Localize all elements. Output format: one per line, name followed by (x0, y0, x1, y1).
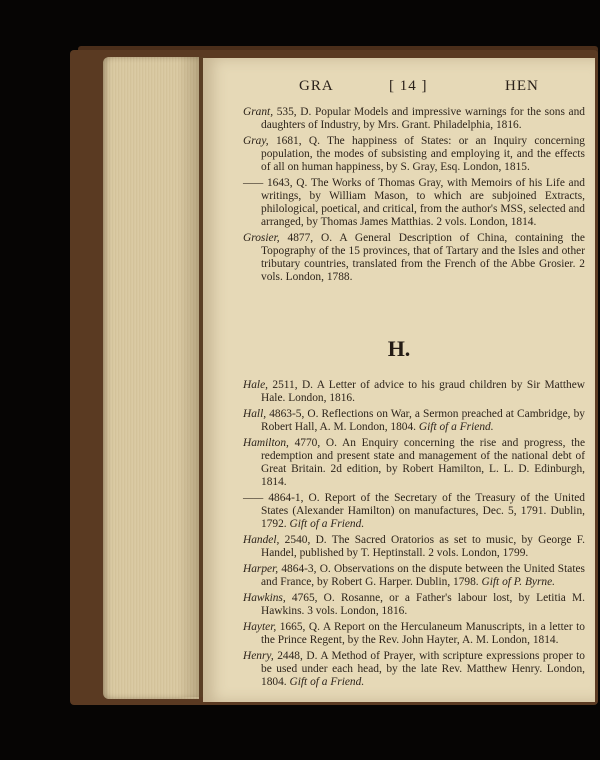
catalog-entry: Henry, 2448, D. A Method of Prayer, with scripture expressions proper to be used under each head, by the late Rev. Matthew Henry. London, 1804. Gift of a Friend. (243, 650, 586, 688)
catalog-entry: Hamilton, 4770, O. An Enquiry concerning the rise and progress, the redemption and present state and management of the national debt of Great Britain. 2d edition, by Robert Hamilton, L. L. D. Edinburgh, 1814. (243, 437, 586, 488)
catalog-entry: Handel, 2540, D. The Sacred Oratorios as set to music, by George F. Handel, published by T. Heptinstall. 2 vols. London, 1799. (243, 534, 585, 559)
running-head-left: GRA (299, 78, 334, 94)
page-number: [ 14 ] (389, 78, 428, 94)
catalog-entry: Harper, 4864-3, O. Observations on the dispute between the United States and France, by Robert G. Harper. Dublin, 1798. Gift of P. Byrne. (243, 563, 585, 588)
catalog-entry: Grosier, 4877, O. A General Description of China, containing the Topography of the 15 provinces, that of Tartary and the Isles and other tributary countries, translated from the French of the Abbe Grosier. 2 vols. London, 1788. (243, 232, 585, 283)
catalog-entry: —— 4864-1, O. Report of the Secretary of the Treasury of the United States (Alexander Hamilton) on manufactures, Dec. 5, 1791. Dublin, 1792. Gift of a Friend. (243, 492, 585, 530)
entries-g (243, 106, 585, 287)
catalog-entry: Hall, 4863-5, O. Reflections on War, a Sermon preached at Cambridge, by Robert Hall, A. M. London, 1804. Gift of a Friend. (243, 408, 585, 433)
book-page (203, 58, 595, 702)
catalog-entry: Gray, 1681, Q. The happiness of States: or an Inquiry concerning population, the modes of subsisting and employing it, and the effects of all on human happiness, by S. Gray, Esq. London, 1815. (243, 135, 585, 173)
catalog-entry: Hale, 2511, D. A Letter of advice to his graud children by Sir Matthew Hale. London, 1816. (243, 379, 586, 404)
catalog-entry: Grant, 535, D. Popular Models and impressive warnings for the sons and daughters of Industry, by Mrs. Grant. Philadelphia, 1816. (243, 106, 585, 131)
catalog-entry: Hayter, 1665, Q. A Report on the Herculaneum Manuscripts, in a letter to the Prince Regent, by the Rev. John Hayter, A. M. London, 1814. (243, 621, 585, 646)
section-heading: H. (387, 336, 411, 361)
gutter-shadow (178, 57, 206, 697)
catalog-entry: —— 1643, Q. The Works of Thomas Gray, with Memoirs of his Life and writings, by William Mason, to which are subjoined Extracts, philological, poetical, and critical, from the author's MSS, selected and arranged, by Thomas James Matthias. 2 vols. London, 1814. (243, 177, 585, 228)
entries-h (243, 379, 585, 692)
catalog-entry: Hawkins, 4765, O. Rosanne, or a Father's labour lost, by Letitia M. Hawkins. 3 vols. London, 1816. (243, 592, 585, 617)
running-head (203, 78, 595, 98)
running-head-right: HEN (505, 78, 539, 94)
